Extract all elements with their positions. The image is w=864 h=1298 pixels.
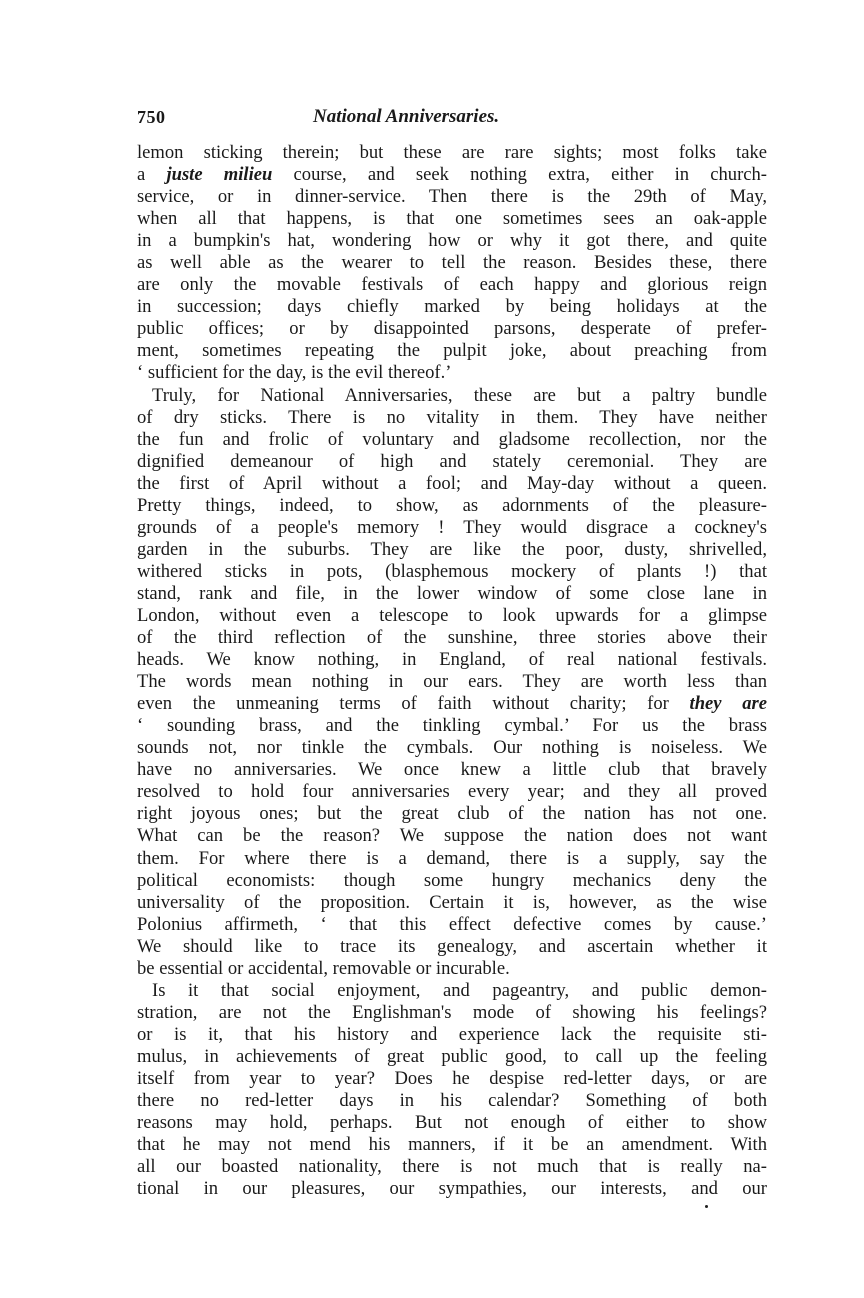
text-line: Pretty things, indeed, to show, as adornments of the pleasure-	[137, 494, 767, 516]
text-line: ment, sometimes repeating the pulpit joke, about preaching from	[137, 340, 767, 362]
text-line: or is it, that his history and experience lack the requisite sti-	[137, 1023, 767, 1045]
text-line: of the third reflection of the sunshine, three stories above their	[137, 627, 767, 649]
text-line: Truly, for National Anniversaries, these are but a paltry bundle	[152, 384, 767, 406]
text-line: a juste milieu course, and seek nothing extra, either in church-	[137, 164, 767, 186]
text-line: mulus, in achievements of great public good, to call up the feeling	[137, 1045, 767, 1067]
text-line: garden in the suburbs. They are like the poor, dusty, shrivelled,	[137, 538, 767, 560]
text-line: as well able as the wearer to tell the reason. Besides these, there	[137, 252, 767, 274]
text-line: dignified demeanour of high and stately ceremonial. They are	[137, 450, 767, 472]
book-page	[137, 104, 767, 1200]
text-line: grounds of a people's memory ! They would disgrace a cockney's	[137, 516, 767, 538]
text-line: London, without even a telescope to look upwards for a glimpse	[137, 604, 767, 626]
text-line: even the unmeaning terms of faith without charity; for they are	[137, 693, 767, 715]
text-line: itself from year to year? Does he despise red-letter days, or are	[137, 1067, 767, 1089]
body-text	[137, 142, 767, 1200]
text-line: universality of the proposition. Certain it is, however, as the wise	[137, 891, 767, 913]
text-line: service, or in dinner-service. Then there is the 29th of May,	[137, 186, 767, 208]
text-line: right joyous ones; but the great club of the nation has not one.	[137, 803, 767, 825]
text-line: in a bumpkin's hat, wondering how or why it got there, and quite	[137, 230, 767, 252]
text-line: public offices; or by disappointed parsons, desperate of prefer-	[137, 318, 767, 340]
text-line: them. For where there is a demand, there is a supply, say the	[137, 847, 767, 869]
text-line: stration, are not the Englishman's mode of showing his feelings?	[137, 1001, 767, 1023]
text-line: Is it that social enjoyment, and pageantry, and public demon-	[152, 979, 767, 1001]
text-line: Polonius affirmeth, ‘ that this effect defective comes by cause.’	[137, 913, 767, 935]
text-line: reasons may hold, perhaps. But not enough of either to show	[137, 1112, 767, 1134]
text-line: have no anniversaries. We once knew a little club that bravely	[137, 759, 767, 781]
text-line: tional in our pleasures, our sympathies, our interests, and our	[137, 1178, 767, 1200]
text-line: resolved to hold four anniversaries every year; and they all proved	[137, 781, 767, 803]
text-line: lemon sticking therein; but these are rare sights; most folks take	[137, 142, 767, 163]
paragraph	[137, 142, 767, 385]
text-line: the first of April without a fool; and May-day without a queen.	[137, 472, 767, 494]
text-line: sounds not, nor tinkle the cymbals. Our nothing is noiseless. We	[137, 737, 767, 759]
text-line: What can be the reason? We suppose the nation does not want	[137, 825, 767, 847]
text-line: The words mean nothing in our ears. They are worth less than	[137, 671, 767, 693]
italic-phrase: they are	[689, 693, 767, 715]
paragraph	[137, 385, 767, 980]
italic-phrase: juste milieu	[166, 164, 273, 186]
text-line: ‘ sufficient for the day, is the evil thereof.’	[137, 362, 452, 384]
print-speck	[705, 1205, 708, 1208]
page-number: 750	[137, 107, 166, 127]
text-line: be essential or accidental, removable or incurable.	[137, 957, 510, 979]
text-line: there no red-letter days in his calendar? Something of both	[137, 1090, 767, 1112]
text-line: the fun and frolic of voluntary and gladsome recollection, nor the	[137, 428, 767, 450]
paragraph	[137, 980, 767, 1200]
text-line: heads. We know nothing, in England, of real national festivals.	[137, 649, 767, 671]
text-line: when all that happens, is that one sometimes sees an oak-apple	[137, 208, 767, 230]
running-head	[137, 104, 767, 130]
text-line: in succession; days chiefly marked by being holidays at the	[137, 296, 767, 318]
text-line: ‘ sounding brass, and the tinkling cymbal.’ For us the brass	[137, 715, 767, 737]
text-line: withered sticks in pots, (blasphemous mockery of plants !) that	[137, 560, 767, 582]
text-line: are only the movable festivals of each happy and glorious reign	[137, 274, 767, 296]
text-line: that he may not mend his manners, if it be an amendment. With	[137, 1134, 767, 1156]
text-line: political economists: though some hungry mechanics deny the	[137, 869, 767, 891]
text-line: We should like to trace its genealogy, and ascertain whether it	[137, 935, 767, 957]
text-line: of dry sticks. There is no vitality in them. They have neither	[137, 406, 767, 428]
running-title: National Anniversaries.	[313, 106, 500, 127]
text-line: stand, rank and file, in the lower window of some close lane in	[137, 582, 767, 604]
text-line: all our boasted nationality, there is not much that is really na-	[137, 1156, 767, 1178]
